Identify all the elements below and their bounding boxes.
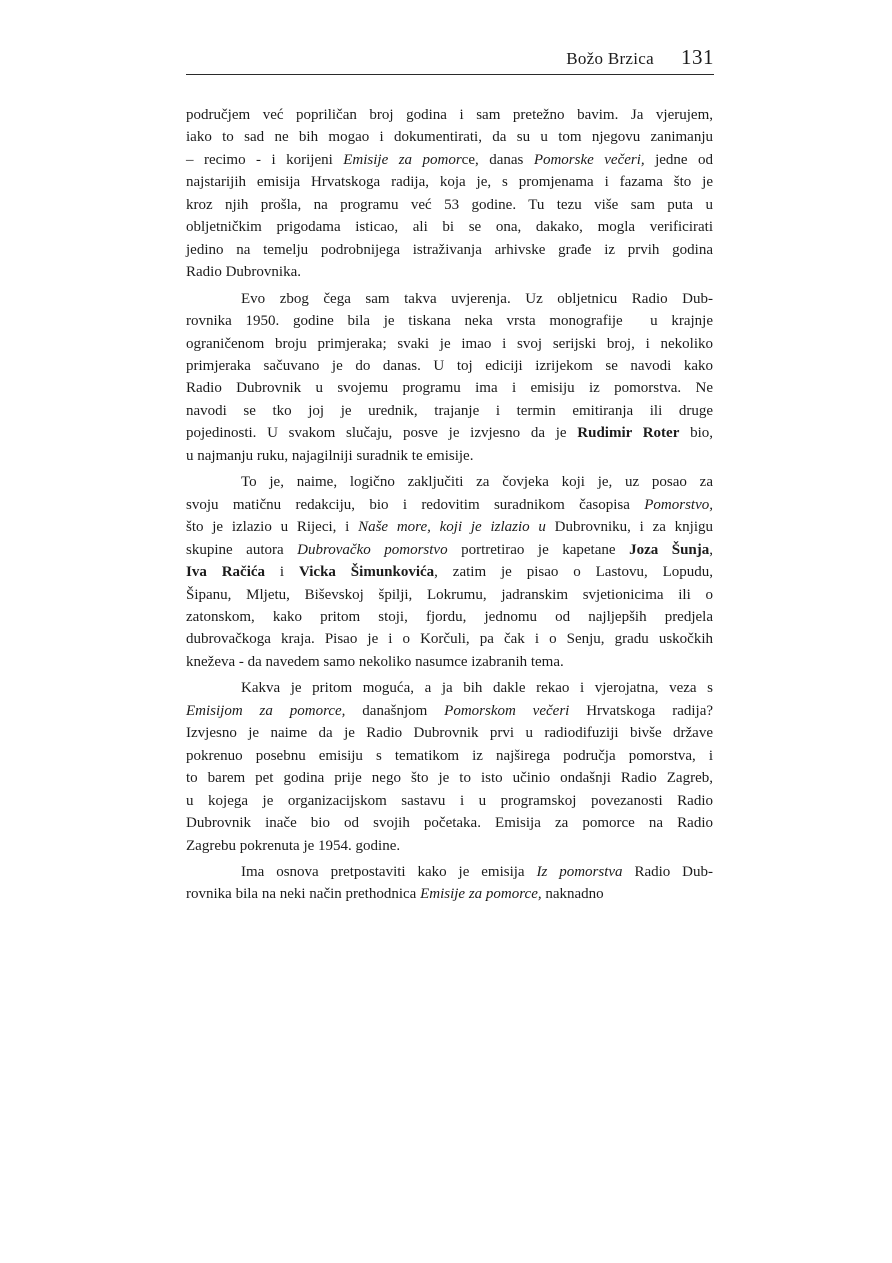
paragraph [186, 861, 713, 906]
text-run: Šipanu, Mljetu, Biševskoj špilji, Lokrumu, jadranskim svjetionicima ili o [186, 586, 713, 603]
text-line [186, 677, 713, 699]
text-line [186, 700, 713, 722]
text-run: Ima osnova pretpostaviti kako je emisija [241, 863, 537, 880]
text-line [186, 261, 713, 283]
text-line [186, 790, 713, 812]
body-text [186, 104, 713, 906]
text-line [186, 126, 713, 148]
page-number: 131 [681, 45, 714, 69]
text-run: skupine autora [186, 541, 298, 558]
text-line [186, 561, 713, 583]
text-line [186, 606, 713, 628]
text-run: obljetničkim prigodama isticao, ali bi se ona, dakako, mogla verificirati [186, 219, 713, 236]
text-run: i [265, 564, 299, 581]
text-run: pokrenuo posebnu emisiju s tematikom iz najširega područja pomorstva, i [186, 747, 713, 764]
text-run: područjem već popriličan broj godina i sam pretežno bavim. Ja vjerujem, [186, 107, 713, 123]
text-run: to barem pet godina prije nego što je to isto učinio ondašnji Radio Zagreb, [186, 770, 713, 787]
text-run: kroz njih prošla, na programu već 53 godine. Tu tezu više sam puta u [186, 196, 713, 213]
text-line [186, 171, 713, 193]
text-run: pojedinosti. U svakom slučaju, posve je izvjesno da je [186, 425, 578, 442]
text-line [186, 584, 713, 606]
text-run: današnjom [345, 702, 445, 719]
text-run: Dubrovniku, i za knjigu [545, 519, 713, 536]
text-run: Evo zbog čega sam takva uvjerenja. Uz obljetnicu Radio Dub- [241, 290, 713, 307]
italic-run: Pomorskom večeri [444, 702, 570, 719]
text-line [186, 288, 713, 310]
text-run: , zatim je pisao o Lastovu, Lopudu, [434, 564, 714, 581]
text-run: u najmanju ruku, najagilniji suradnik te emisije. [186, 447, 474, 464]
text-run: ce, danas [461, 151, 534, 168]
italic-run: Pomorske večeri, [533, 151, 645, 168]
text-run: Kakva je pritom moguća, a ja bih dakle rekao i vjerojatna, veza s [241, 680, 713, 697]
text-run: naknadno [541, 886, 604, 903]
text-run: u kojega je organizacijskom sastavu i u programskoj povezanosti Radio [186, 792, 713, 809]
text-run: bio, [679, 425, 713, 442]
text-line [186, 722, 713, 744]
page-header [186, 45, 714, 75]
text-run: navodi se tko joj je urednik, trajanje i termin emitiranja ili druge [186, 402, 713, 419]
running-header-author: Božo Brzica [566, 49, 654, 68]
text-run: najstarijih emisija Hrvatskoga radija, koja je, s promjenama i fazama što je [186, 174, 713, 191]
italic-run: Emisije za pomor [343, 151, 462, 168]
text-line [186, 333, 713, 355]
paragraph [186, 288, 713, 468]
text-run: jedne od [644, 151, 714, 168]
text-line [186, 539, 713, 561]
italic-run: Pomorstvo, [644, 496, 713, 513]
text-line [186, 812, 713, 834]
text-run: , [709, 541, 713, 558]
text-run: – recimo - i korijeni [186, 151, 344, 168]
paragraph [186, 677, 713, 857]
text-run: kneževa - da navedem samo nekoliko nasumce izabranih tema. [186, 653, 564, 670]
italic-run: Naše more, koji je izlazio u [358, 519, 546, 536]
text-run: Zagrebu pokrenuta je 1954. godine. [186, 837, 401, 854]
paragraph [186, 104, 713, 284]
text-line [186, 104, 713, 126]
text-line [186, 355, 713, 377]
bold-run: Joza Šunja [629, 541, 710, 558]
text-line [186, 745, 713, 767]
text-line [186, 194, 713, 216]
bold-run: Rudimir Roter [577, 425, 680, 442]
text-run: primjeraka sačuvano je do danas. U toj ediciji izrijekom se navodi kako [186, 357, 713, 374]
text-line [186, 445, 713, 467]
italic-run: Iz pomorstva [536, 863, 623, 880]
text-run: Radio Dubrovnika. [186, 264, 301, 281]
text-run: ograničenom broju primjeraka; svaki je imao i svoj serijski broj, i nekoliko [186, 335, 713, 352]
text-line [186, 471, 713, 493]
text-run: svoju matičnu redakciju, bio i redovitim suradnikom časopisa [186, 496, 645, 513]
text-line [186, 861, 713, 883]
text-run: Izvjesno je naime da je Radio Dubrovnik prvi u radiodifuziji bivše države [186, 725, 713, 742]
text-line [186, 628, 713, 650]
text-line [186, 767, 713, 789]
text-line [186, 239, 713, 261]
paragraph [186, 471, 713, 673]
text-run: To je, naime, logično zaključiti za čovjeka koji je, uz posao za [241, 474, 713, 491]
bold-run: Iva Račića [186, 564, 266, 581]
italic-run: Emisije za pomorce, [420, 886, 542, 903]
text-line [186, 310, 713, 332]
text-line [186, 883, 713, 905]
text-run: zatonskom, kako pritom stoji, fjordu, jednomu od najljepših predjela [186, 608, 713, 625]
text-run: iako to sad ne bih mogao i dokumentirati, da su u tom njegovu zanimanju [186, 129, 713, 146]
text-line [186, 651, 713, 673]
text-run: rovnika bila na neki način prethodnica [186, 886, 421, 903]
text-run: Hrvatskoga radija? [569, 702, 714, 719]
text-run: Dubrovnik inače bio od svojih početaka. Emisija za pomorce na Radio [186, 815, 713, 832]
text-line [186, 835, 713, 857]
text-run: dubrovačkoga kraja. Pisao je i o Korčuli, pa čak i o Senju, gradu uskočkih [186, 631, 713, 648]
text-line [186, 216, 713, 238]
text-line [186, 422, 713, 444]
text-run: što je izlazio u Rijeci, i [186, 519, 359, 536]
text-run: Radio Dubrovnik u svojemu programu ima i emisiju iz pomorstva. Ne [186, 380, 713, 397]
italic-run: Emisijom za pomorce, [186, 702, 346, 719]
text-run: jedino na temelju podrobnijega istraživanja arhivske građe iz prvih godina [186, 241, 713, 258]
text-line [186, 494, 713, 516]
text-line [186, 516, 713, 538]
italic-run: Dubrovačko pomorstvo [297, 541, 448, 558]
text-run: portretirao je kapetane [447, 541, 630, 558]
bold-run: Vicka Šimunkovića [298, 564, 435, 581]
text-line [186, 400, 713, 422]
text-line [186, 377, 713, 399]
text-line [186, 149, 713, 171]
text-run: Radio Dub- [622, 863, 713, 880]
text-run: rovnika 1950. godine bila je tiskana neka vrsta monografije u krajnje [186, 313, 713, 330]
